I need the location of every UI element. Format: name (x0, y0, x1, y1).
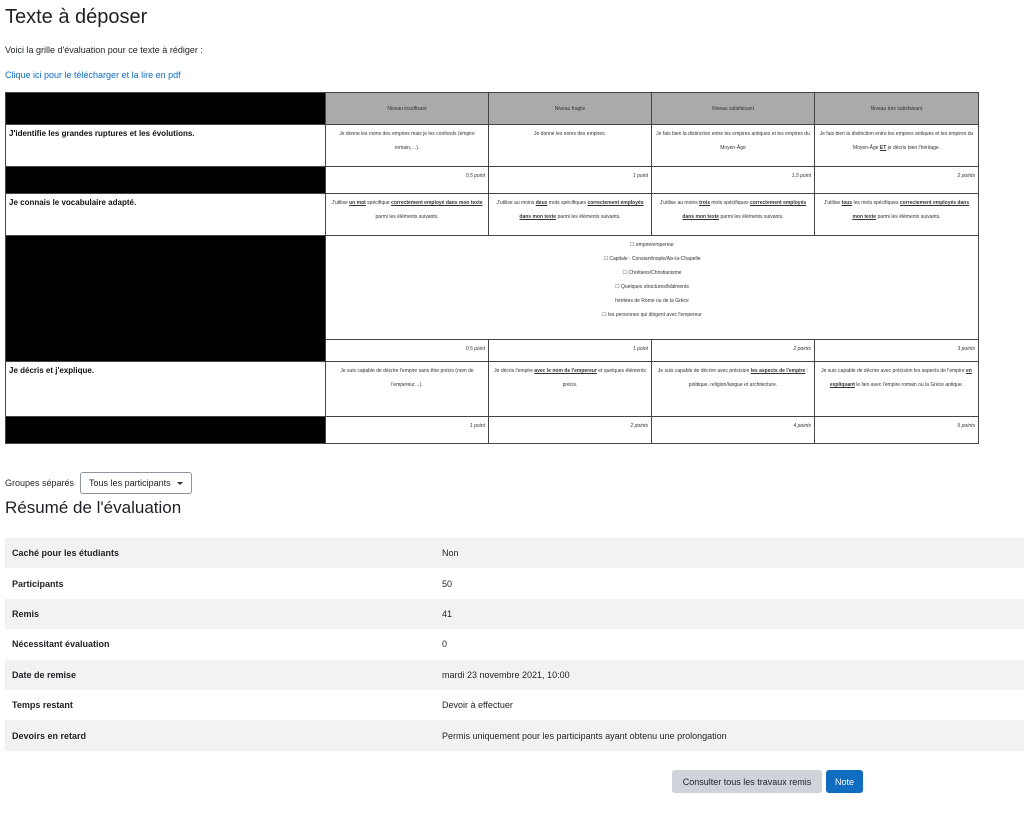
summary-value: 0 (442, 639, 448, 650)
points-value: 1 point (489, 167, 652, 194)
points-value: 2 points (815, 167, 979, 194)
criterion-row (6, 362, 979, 417)
summary-value: mardi 23 novembre 2021, 10:00 (442, 669, 570, 680)
summary-key: Caché pour les étudiants (12, 548, 120, 559)
summary-key: Nécessitant évaluation (12, 639, 110, 650)
points-value: 0,5 point (326, 340, 489, 362)
group-select[interactable] (80, 472, 192, 494)
summary-value: 50 (442, 578, 453, 589)
summary-row (5, 568, 1024, 598)
points-value: 3 points (815, 340, 979, 362)
points-value: 5 points (815, 417, 979, 444)
level-description: Je suis capable de décrire avec précision les aspects de l'empire : politique, religion/langue et architecture. (652, 362, 815, 417)
group-selector (5, 472, 192, 494)
summary-row (5, 599, 1024, 629)
summary-table (5, 538, 1024, 751)
page-title: Texte à déposer (5, 6, 148, 28)
vocabulary-list-row (6, 236, 979, 340)
points-row (6, 417, 979, 444)
points-value: 1 point (489, 340, 652, 362)
vocabulary-item: ☐ les personnes qui dirigent avec l'empereur (602, 312, 702, 318)
summary-value: 41 (442, 608, 453, 619)
summary-row (5, 720, 1024, 750)
level-description: J'utilise tous les mots spécifiques correctement employés dans mon texte parmi les éléments suivants. (815, 194, 979, 236)
level-description: Je donne les noms des empires mais je les confonds (empire romain,…). (326, 125, 489, 167)
vocabulary-item: ☐ Capitale : Constantinople/Aix-la-Chapelle (603, 256, 701, 262)
summary-value: Permis uniquement pour les participants ayant obtenu une prolongation (442, 730, 727, 741)
pdf-download-link[interactable]: Clique ici pour le télécharger et la lire en pdf (5, 70, 181, 80)
summary-title: Résumé de l'évaluation (5, 498, 182, 517)
summary-key: Date de remise (12, 669, 77, 680)
rubric-header-row (6, 93, 979, 125)
criterion-row (6, 125, 979, 167)
summary-value: Non (442, 548, 459, 559)
level-description: Je décris l'empire avec le nom de l'empereur et quelques éléments précis. (489, 362, 652, 417)
level-header: Niveau insuffisant (326, 93, 489, 125)
summary-value: Devoir à effectuer (442, 700, 513, 711)
vocabulary-item: ☐ Chrétiens/Christianisme (622, 270, 682, 276)
summary-key: Participants (12, 578, 64, 589)
points-row (6, 167, 979, 194)
criterion-label: Je connais le vocabulaire adapté. (6, 194, 326, 236)
level-description: J'utilise au moins trois mots spécifiques correctement employés dans mon texte parmi les éléments suivants. (652, 194, 815, 236)
level-description: Je donne les noms des empires. (489, 125, 652, 167)
vocabulary-item: ☐ empire/empereur (630, 242, 674, 248)
points-value: 0,5 point (326, 167, 489, 194)
points-value: 1,5 point (652, 167, 815, 194)
summary-key: Remis (12, 608, 40, 619)
points-value: 1 point (326, 417, 489, 444)
summary-key: Temps restant (12, 700, 73, 711)
criterion-label: J'identifie les grandes ruptures et les évolutions. (6, 125, 326, 167)
level-description: J'utilise au moins deux mots spécifiques correctement employés dans mon texte parmi les éléments suivants. (489, 194, 652, 236)
vocabulary-item: ☐ Quelques structures/bâtiments (615, 284, 689, 290)
vocabulary-list (326, 236, 979, 340)
level-description: Je suis capable de décrire l'empire sans être précis (nom de l'empereur…). (326, 362, 489, 417)
level-header: Niveau très satisfaisant (815, 93, 979, 125)
level-header: Niveau satisfaisant (652, 93, 815, 125)
level-description: Je fais bien la distinction entre les empires antiques et les empires du Moyen-Âge (652, 125, 815, 167)
summary-key: Devoirs en retard (12, 730, 87, 741)
grade-button[interactable]: Note (826, 770, 863, 793)
redacted-cell (6, 236, 326, 362)
points-value: 2 points (652, 340, 815, 362)
summary-row (5, 629, 1024, 659)
redacted-cell (6, 417, 326, 444)
criterion-row (6, 194, 979, 236)
view-all-submissions-button[interactable]: Consulter tous les travaux remis (672, 770, 822, 793)
level-description: Je suis capable de décrire avec précision les aspects de l'empire en expliquant le lien avec l'empire romain ou la Grèce antique. (815, 362, 979, 417)
points-value: 2 points (489, 417, 652, 444)
level-description: J'utilise un mot spécifique correctement employé dans mon texte parmi les éléments suivants. (326, 194, 489, 236)
criterion-label: Je décris et j'explique. (6, 362, 326, 417)
level-header: Niveau fragile (489, 93, 652, 125)
summary-row (5, 538, 1024, 568)
level-description: Je fais bien la distinction entre les empires antiques et les empires du Moyen-Âge ET je décris bien l'héritage. (815, 125, 979, 167)
rubric-table (5, 92, 979, 444)
summary-row (5, 690, 1024, 720)
intro-text: Voici la grille d'évaluation pour ce texte à rédiger : (5, 45, 203, 55)
summary-row (5, 660, 1024, 690)
points-value: 4 points (652, 417, 815, 444)
vocabulary-item: héritées de Rome ou de la Grèce (615, 298, 689, 304)
redacted-cell (6, 167, 326, 194)
group-selector-label: Groupes séparés (5, 478, 75, 488)
rubric-corner-cell (6, 93, 326, 125)
